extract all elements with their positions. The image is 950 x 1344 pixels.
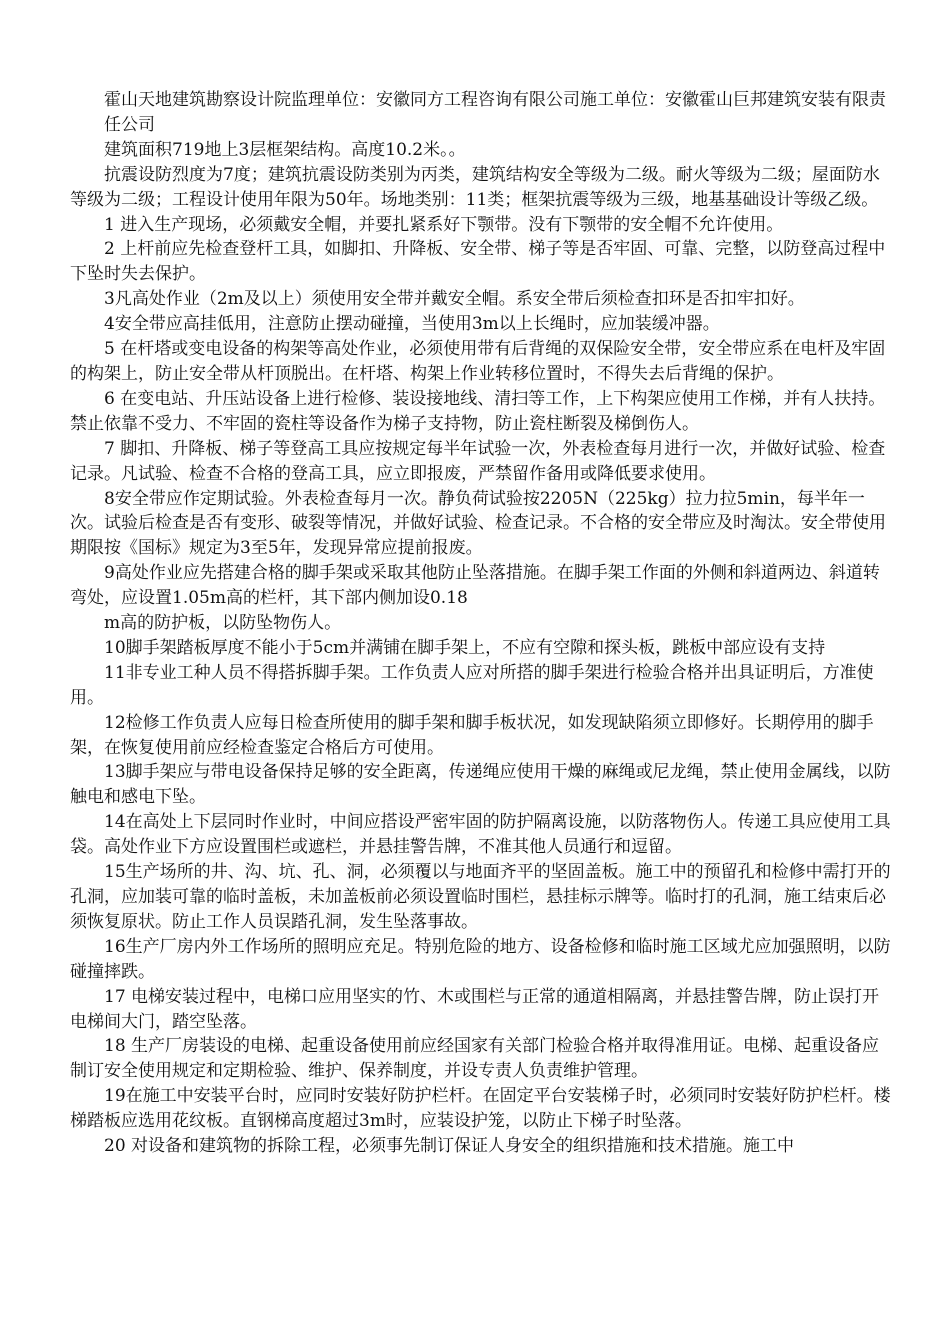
paragraph-rule-15: 15生产场所的井、沟、坑、孔、洞，必须覆以与地面齐平的坚固盖板。施工中的预留孔和检修中需打开的孔洞，应加装可靠的临时盖板，未加盖板前必须设置临时围栏，悬挂标示牌等。临时打的孔洞，施工结束后必须恢复原状。防止工作人员误踏孔洞，发生坠落事故。: [70, 862, 891, 932]
paragraph-rule-9: 9高处作业应先搭建合格的脚手架或采取其他防止坠落措施。在脚手架工作面的外侧和斜道两边、斜道转弯处，应设置1.05m高的栏杆，其下部内侧加设0.18: [70, 563, 880, 609]
paragraph-rule-3: 3凡高处作业（2m及以上）须使用安全带并戴安全帽。系安全带后须检查扣环是否扣牢扣好。: [104, 289, 805, 310]
paragraph-rule-6: 6 在变电站、升压站设备上进行检修、装设接地线、清扫等工作，上下构架应使用工作梯，并有人扶持。禁止依靠不受力、不牢固的瓷柱等设备作为梯子支持物，防止瓷柱断裂及梯倒伤人。: [70, 388, 886, 434]
paragraph-rule-4: 4安全带应高挂低用，注意防止摆动碰撞，当使用3m以上长绳时，应加装缓冲器。: [104, 314, 720, 335]
paragraph-rule-2: 2 上杆前应先检查登杆工具，如脚扣、升降板、安全带、梯子等是否牢固、可靠、完整，以防登高过程中下坠时失去保护。: [70, 239, 886, 285]
paragraph-rule-10: 10脚手架踏板厚度不能小于5cm并满铺在脚手架上，不应有空隙和探头板，跳板中部应设有支持: [104, 637, 826, 658]
paragraph-rule-16: 16生产厂房内外工作场所的照明应充足。特别危险的地方、设备检修和临时施工区域尤应加强照明，以防碰撞摔跌。: [70, 936, 891, 982]
paragraph-seismic: 抗震设防烈度为7度；建筑抗震设防类别为丙类，建筑结构安全等级为二级。耐火等级为二级；屋面防水等级为二级；工程设计使用年限为50年。场地类别：11类；框架抗震等级为三级，地基基础设计等级乙级。: [70, 164, 880, 210]
paragraph-rule-20: 20 对设备和建筑物的拆除工程，必须事先制订保证人身安全的组织措施和技术措施。施工中: [104, 1136, 795, 1157]
paragraph-rule-1: 1 进入生产现场，必须戴安全帽，并要扎紧系好下颚带。没有下颚带的安全帽不允许使用。: [104, 214, 784, 235]
paragraph-rule-9-cont: m高的防护板，以防坠物伤人。: [104, 613, 342, 634]
paragraph-rule-18: 18 生产厂房装设的电梯、起重设备使用前应经国家有关部门检验合格并取得准用证。电梯、起重设备应制订安全使用规定和定期检验、维护、保养制度，并设专责人负责维护管理。: [70, 1036, 880, 1082]
paragraph-rule-19: 19在施工中安装平台时，应同时安装好防护栏杆。在固定平台安装梯子时，必须同时安装好防护栏杆。楼梯踏板应选用花纹板。直钢梯高度超过3m时，应装设护笼，以防止下梯子时坠落。: [70, 1086, 891, 1132]
paragraph-rule-17: 17 电梯安装过程中，电梯口应用坚实的竹、木或围栏与正常的通道相隔离，并悬挂警告牌，防止误打开电梯间大门，踏空坠落。: [70, 986, 880, 1032]
paragraph-rule-12: 12检修工作负责人应每日检查所使用的脚手架和脚手板状况，如发现缺陷须立即修好。长期停用的脚手架，在恢复使用前应经检查鉴定合格后方可使用。: [70, 712, 874, 758]
paragraph-rule-7: 7 脚扣、升降板、梯子等登高工具应按规定每半年试验一次，外表检查每月进行一次，并做好试验、检查记录。凡试验、检查不合格的登高工具，应立即报废，严禁留作备用或降低要求使用。: [70, 438, 886, 484]
paragraph-rule-11: 11非专业工种人员不得搭拆脚手架。工作负责人应对所搭的脚手架进行检验合格并出具证明后，方准使用。: [70, 662, 874, 708]
paragraph-rule-5: 5 在杆塔或变电设备的构架等高处作业，必须使用带有后背绳的双保险安全带，安全带应系在电杆及牢固的构架上，防止安全带从杆顶脱出。在杆塔、构架上作业转移位置时，不得失去后背绳的保护。: [70, 339, 886, 384]
paragraph-rule-8: 8安全带应作定期试验。外表检查每月一次。静负荷试验按2205N（225kg）拉力拉5min，每半年一次。试验后检查是否有变形、破裂等情况，并做好试验、检查记录。不合格的安全带应及时淘汰。安全带使用期限按《国标》规定为3至5年，发现异常应提前报废。: [70, 488, 886, 559]
paragraph-rule-14: 14在高处上下层同时作业时，中间应搭设严密牢固的防护隔离设施，以防落物伤人。传递工具应使用工具袋。高处作业下方应设置围栏或遮栏，并悬挂警告牌，不准其他人员通行和逗留。: [70, 812, 891, 858]
paragraph-rule-13: 13脚手架应与带电设备保持足够的安全距离，传递绳应使用干燥的麻绳或尼龙绳，禁止使用金属线，以防触电和感电下坠。: [70, 762, 891, 808]
paragraph-header: 霍山天地建筑勘察设计院监理单位：安徽同方工程咨询有限公司施工单位：安徽霍山巨邦建筑安装有限责任公司: [104, 90, 886, 135]
paragraph-building-area: 建筑面积719地上3层框架结构。高度10.2米。。: [104, 139, 466, 160]
